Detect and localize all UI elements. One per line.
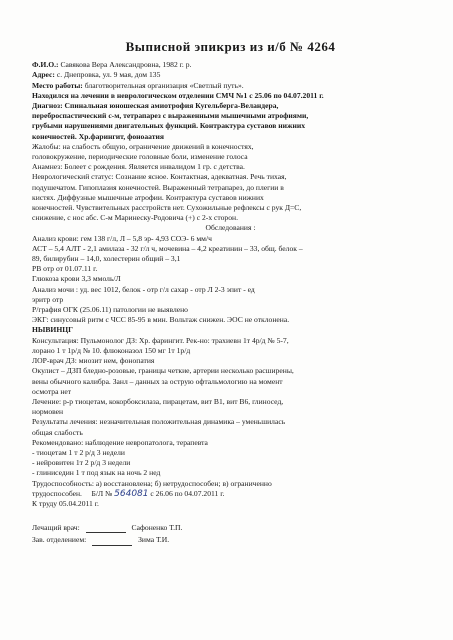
treatment-line-1: Лечение: р-р тиоцетам, кокорбоксилаза, пирацетам, вит В1, вит В6, глиносед, bbox=[32, 396, 284, 406]
head-label: Зав. отделением: bbox=[32, 535, 87, 545]
workplace-label: Место работы: bbox=[32, 80, 83, 90]
diagnosis-label: Диагноз: bbox=[32, 101, 63, 111]
address-value: с. Днепровка, ул. 9 мая, дом 135 bbox=[56, 70, 161, 80]
fio-value: Савякова Вера Александровна, 1982 г. р. bbox=[60, 60, 192, 70]
recommend-line-4: - глиниседин 1 т под язык на ночь 2 нед bbox=[32, 468, 161, 478]
recommend-line-1: Рекомендовано: наблюдение невропатолога, терапевта bbox=[32, 437, 208, 447]
sick-leave-dates: с 26.06 по 04.07.2011 г. bbox=[150, 488, 225, 498]
sick-leave-prefix: Б/Л № bbox=[91, 488, 113, 498]
fio-label: Ф.И.О.: bbox=[32, 60, 59, 70]
oculist-line-3: осмотра нет bbox=[32, 386, 72, 396]
workability-line-1: Трудоспособность: а) восстановлена; б) нетрудоспособен; в) ограниченно bbox=[32, 478, 272, 488]
doctor-name: Сафоненко Т.П. bbox=[131, 523, 183, 533]
neuro-status-line-5: снижение, с нос абс. С-м Маринеску-Родовича (+) с 2-х сторон. bbox=[32, 213, 238, 223]
neuro-status-line-2: подушечатом. Гипоплазия конечностей. Выраженный тетрапарез, до плегии в bbox=[32, 182, 284, 192]
address-line bbox=[32, 70, 429, 80]
treatment-line-2: нормовен bbox=[32, 407, 64, 417]
ecg-line: ЭКГ: синусовый ритм с ЧСС 85-95 в мин. Вольтаж снижен. ЭОС не отклонена. bbox=[32, 315, 290, 325]
patient-name-line bbox=[32, 60, 429, 70]
head-signature bbox=[92, 545, 132, 546]
blood-test-line-5: Глюкоза крови 3,3 ммоль/Л bbox=[32, 274, 121, 284]
address-label: Адрес: bbox=[32, 70, 55, 80]
workplace-value: благотворительная организация «Светлый путь». bbox=[84, 80, 244, 90]
result-line-2: общая слабость bbox=[32, 427, 83, 437]
blood-test-line-2: АСТ – 5,4 АЛТ - 2,1 амилаза - 32 г/л ч, мочевина – 4,2 креатинин – 33, общ. белок – bbox=[32, 243, 303, 253]
consult-line-2: лорано 1 т 1р/д № 10. флюконазол 150 мг 1т 1р/д bbox=[32, 345, 191, 355]
department-head-line bbox=[32, 535, 429, 545]
consult-line-1: Консультация: Пульмонолог ДЗ: Хр. фарингит. Рек-но: трахиевн 1т 4р/д № 5-7, bbox=[32, 335, 289, 345]
workplace-line bbox=[32, 81, 429, 91]
blood-test-line-1: Анализ крови: гем 138 г/л, Л – 5,8 эр- 4,93 СОЭ- 6 мм/ч bbox=[32, 233, 212, 243]
lor-line: ЛОР-врач ДЗ: миозит нем, фонопатия bbox=[32, 356, 155, 366]
blood-test-line-4: РВ отр от 01.07.11 г. bbox=[32, 264, 98, 274]
diagnosis-line-2: переброспастический с-м, тетрапарез с выраженными мышечными атрофиями, bbox=[32, 111, 309, 121]
workability-line-2 bbox=[32, 489, 429, 499]
exams-heading: Обследования : bbox=[205, 223, 256, 233]
section-heading: НЫВИНЦГ bbox=[32, 325, 73, 335]
diagnosis-line-4: конечностей. Хр.фарингит, фоноаатия bbox=[32, 131, 164, 141]
doctor-label: Лечащий врач: bbox=[32, 523, 80, 533]
complaints-line-1: Жалобы: на слабость общую, ограничение движений в конечностях, bbox=[32, 141, 254, 151]
blood-test-line-3: 89, билирубин – 14,0, холестерин общий – 3,1 bbox=[32, 254, 181, 264]
recommend-line-3: - нейровитен 1т 2 р/д 3 недели bbox=[32, 458, 131, 468]
workability-text: трудоспособен. bbox=[32, 488, 82, 498]
attending-doctor-line bbox=[32, 523, 429, 533]
result-line-1: Результаты лечения: незначительная положительная динамика – уменьшилась bbox=[32, 417, 286, 427]
diagnosis-text-1: Спинальная юношеская амиотрофия Кугельберга-Веландера, bbox=[64, 101, 279, 111]
anamnesis-line: Анамнез: Болеет с рождения. Является инвалидом 1 гр. с детства. bbox=[32, 162, 245, 172]
sick-leave-number: 564081 bbox=[114, 488, 149, 499]
complaints-line-2: головокружение, периодические головные боли, изменение голоса bbox=[32, 152, 248, 162]
oculist-line-2: вены обычного калибра. Занл – данных за острую офтальмологию на момент bbox=[32, 376, 283, 386]
urine-test-line-2: эритр отр bbox=[32, 294, 64, 304]
head-name: Зима Т.И. bbox=[138, 535, 170, 545]
document-title: Выписной эпикриз из и/б № 4264 bbox=[125, 39, 336, 54]
recommend-line-2: - тиоцетам 1 т 2 р/д 3 недели bbox=[32, 447, 125, 457]
doctor-signature bbox=[86, 532, 126, 533]
diagnosis-line-1 bbox=[32, 101, 429, 111]
neuro-status-line-1: Неврологический статус: Сознание ясное. Контактная, адекватная. Речь тихая, bbox=[32, 172, 287, 182]
hospital-stay: Находился на лечении в неврологическом отделении СМЧ №1 с 25.06 по 04.07.2011 г. bbox=[32, 90, 324, 100]
return-to-work-line: К труду 05.04.2011 г. bbox=[32, 498, 99, 508]
xray-line: Р/графия ОГК (25.06.11) патологии не выявлено bbox=[32, 305, 188, 315]
neuro-status-line-4: конечностей. Чувствительных расстройств нет. Сухожильные рефлексы с рук Д=С, bbox=[32, 203, 302, 213]
urine-test-line-1: Анализ мочи : уд. вес 1012, белок - отр г/л сахар - отр Л 2-3 эпит - ед bbox=[32, 284, 255, 294]
neuro-status-line-3: кистях. Диффузные мышечные атрофии. Контрактура суставов нижних bbox=[32, 192, 264, 202]
oculist-line-1: Окулист – ДЗП бледно-розовые, границы четкие, артерии несколько расширены, bbox=[32, 366, 294, 376]
diagnosis-line-3: грубыми нарушениями двигательных функций. Контрактура суставов нижних bbox=[32, 121, 306, 131]
